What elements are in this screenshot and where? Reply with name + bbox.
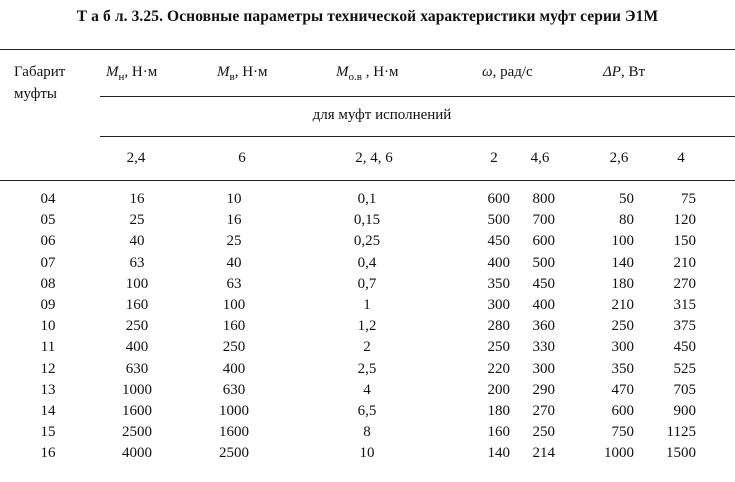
cell-omega-a: 140 xyxy=(487,445,510,462)
cell-mn: 25 xyxy=(129,212,145,229)
cell-dp-a: 350 xyxy=(611,360,634,377)
dp-unit: , Вт xyxy=(620,64,646,80)
dp-symbol: ΔP xyxy=(603,64,621,80)
cell-dp-b: 315 xyxy=(673,297,696,313)
version-dp-a: 2,6 xyxy=(609,150,629,166)
cell-size: 16 xyxy=(40,445,56,462)
cell-mn: 400 xyxy=(125,339,149,356)
cell-mov: 8 xyxy=(363,424,371,441)
header-dp xyxy=(603,64,645,81)
cell-mn: 250 xyxy=(125,318,149,335)
header-size-line1: Габарит xyxy=(14,64,66,80)
cell-size: 07 xyxy=(40,254,56,271)
cell-dp-b: 150 xyxy=(673,233,696,250)
cell-mov: 0,7 xyxy=(357,275,377,292)
cell-mv: 2500 xyxy=(219,445,249,462)
cell-mv: 160 xyxy=(222,318,246,335)
cell-dp-a: 80 xyxy=(619,212,634,229)
cell-mov: 0,4 xyxy=(357,254,377,271)
mv-unit: , Н·м xyxy=(234,64,268,80)
cell-omega-b: 300 xyxy=(532,360,555,377)
mn-symbol: M xyxy=(106,64,119,80)
cell-dp-a: 750 xyxy=(611,424,634,441)
omega-symbol: ω xyxy=(482,64,493,80)
cell-size: 08 xyxy=(40,275,56,292)
table-title: Т а б л. 3.25. Основные параметры технической характеристики муфт серии Э1М xyxy=(76,8,659,25)
cell-size: 11 xyxy=(40,339,56,356)
cell-mn: 1600 xyxy=(122,403,152,419)
cell-mov: 2,5 xyxy=(357,360,377,377)
version-omega-a: 2 xyxy=(490,150,498,166)
cell-dp-a: 300 xyxy=(611,339,634,356)
header-mn xyxy=(106,64,157,83)
omega-unit: , рад/с xyxy=(492,64,533,80)
mov-symbol: M xyxy=(336,64,349,80)
mn-unit: , Н·м xyxy=(124,64,158,80)
version-omega-b: 4,6 xyxy=(530,150,550,166)
cell-dp-b: 525 xyxy=(673,360,696,377)
header-rule-2 xyxy=(100,136,735,137)
cell-dp-b: 705 xyxy=(673,381,696,398)
cell-size: 13 xyxy=(40,381,56,398)
cell-omega-a: 400 xyxy=(487,254,510,271)
cell-mn: 160 xyxy=(125,297,149,313)
cell-mv: 16 xyxy=(226,212,242,229)
mov-subscript: о.в xyxy=(348,71,362,83)
cell-size: 06 xyxy=(40,233,56,250)
body-rule xyxy=(0,180,735,181)
cell-mv: 1000 xyxy=(219,403,249,419)
cell-omega-a: 280 xyxy=(487,318,510,335)
cell-dp-a: 1000 xyxy=(604,445,634,462)
cell-omega-b: 360 xyxy=(532,318,555,335)
cell-mv: 63 xyxy=(226,275,242,292)
cell-dp-a: 140 xyxy=(611,254,634,271)
cell-dp-b: 75 xyxy=(681,191,696,207)
cell-omega-a: 220 xyxy=(487,360,510,377)
cell-mov: 6,5 xyxy=(357,403,377,419)
cell-omega-b: 600 xyxy=(532,233,555,250)
mn-subscript: н xyxy=(118,71,125,83)
cell-omega-a: 200 xyxy=(487,381,510,398)
cell-dp-b: 450 xyxy=(673,339,696,356)
cell-mov: 0,1 xyxy=(357,191,377,207)
cell-dp-b: 210 xyxy=(673,254,696,271)
cell-mov: 0,25 xyxy=(353,233,381,250)
cell-omega-a: 350 xyxy=(487,275,510,292)
header-mv xyxy=(217,64,268,83)
cell-omega-a: 600 xyxy=(487,191,510,207)
cell-mn: 4000 xyxy=(122,445,152,462)
mv-symbol: M xyxy=(217,64,230,80)
cell-mv: 630 xyxy=(222,381,246,398)
cell-dp-a: 180 xyxy=(611,275,634,292)
version-mov: 2, 4, 6 xyxy=(355,150,393,166)
cell-dp-a: 210 xyxy=(611,297,634,313)
cell-size: 10 xyxy=(40,318,56,335)
cell-mn: 40 xyxy=(129,233,145,250)
cell-dp-a: 100 xyxy=(611,233,634,250)
version-mv: 6 xyxy=(238,150,246,166)
mov-unit: , Н·м xyxy=(361,64,399,80)
cell-mn: 100 xyxy=(125,275,149,292)
cell-omega-a: 160 xyxy=(487,424,510,441)
cell-mv: 400 xyxy=(222,360,246,377)
cell-omega-a: 450 xyxy=(487,233,510,250)
mv-subscript: в xyxy=(229,71,235,83)
cell-omega-a: 500 xyxy=(487,212,510,229)
cell-dp-b: 1500 xyxy=(666,445,696,462)
cell-dp-b: 1125 xyxy=(666,424,696,441)
cell-omega-b: 270 xyxy=(532,403,555,419)
header-omega xyxy=(482,64,533,81)
cell-mov: 1 xyxy=(363,297,371,313)
cell-mov: 10 xyxy=(359,445,375,462)
cell-omega-b: 700 xyxy=(532,212,555,229)
cell-dp-a: 470 xyxy=(611,381,634,398)
versions-span-label: для муфт исполнений xyxy=(312,107,452,123)
cell-size: 12 xyxy=(40,360,56,377)
cell-mov: 0,15 xyxy=(353,212,381,229)
cell-omega-b: 400 xyxy=(532,297,555,313)
version-mn: 2,4 xyxy=(126,150,146,166)
cell-mov: 2 xyxy=(363,339,371,356)
cell-omega-b: 330 xyxy=(532,339,555,356)
cell-omega-b: 214 xyxy=(532,445,555,462)
cell-dp-b: 900 xyxy=(673,403,696,419)
cell-mov: 4 xyxy=(363,381,371,398)
cell-mn: 63 xyxy=(129,254,145,271)
cell-size: 09 xyxy=(40,297,56,313)
cell-omega-a: 300 xyxy=(487,297,510,313)
cell-dp-b: 270 xyxy=(673,275,696,292)
cell-omega-b: 800 xyxy=(532,191,555,207)
cell-mn: 1000 xyxy=(122,381,152,398)
cell-mn: 2500 xyxy=(122,424,152,441)
cell-mn: 630 xyxy=(125,360,149,377)
cell-omega-a: 180 xyxy=(487,403,510,419)
cell-omega-b: 250 xyxy=(532,424,555,441)
cell-mv: 100 xyxy=(222,297,246,313)
cell-omega-b: 290 xyxy=(532,381,555,398)
cell-size: 05 xyxy=(40,212,56,229)
header-size-line2: муфты xyxy=(14,86,57,102)
cell-mv: 250 xyxy=(222,339,246,356)
version-dp-b: 4 xyxy=(677,150,685,166)
cell-size: 15 xyxy=(40,424,56,441)
cell-mv: 25 xyxy=(226,233,242,250)
cell-omega-a: 250 xyxy=(487,339,510,356)
cell-mv: 40 xyxy=(226,254,242,271)
cell-dp-a: 250 xyxy=(611,318,634,335)
top-rule xyxy=(0,49,735,50)
cell-dp-a: 600 xyxy=(611,403,634,419)
cell-dp-b: 120 xyxy=(673,212,696,229)
cell-omega-b: 450 xyxy=(532,275,555,292)
cell-mov: 1,2 xyxy=(357,318,377,335)
cell-mv: 1600 xyxy=(219,424,249,441)
header-rule-1 xyxy=(100,96,735,97)
cell-dp-b: 375 xyxy=(673,318,696,335)
cell-mn: 16 xyxy=(129,191,145,207)
cell-size: 04 xyxy=(40,191,56,207)
cell-dp-a: 50 xyxy=(619,191,634,207)
cell-omega-b: 500 xyxy=(532,254,555,271)
cell-size: 14 xyxy=(40,403,56,419)
header-mov xyxy=(336,64,399,83)
cell-mv: 10 xyxy=(226,191,242,207)
